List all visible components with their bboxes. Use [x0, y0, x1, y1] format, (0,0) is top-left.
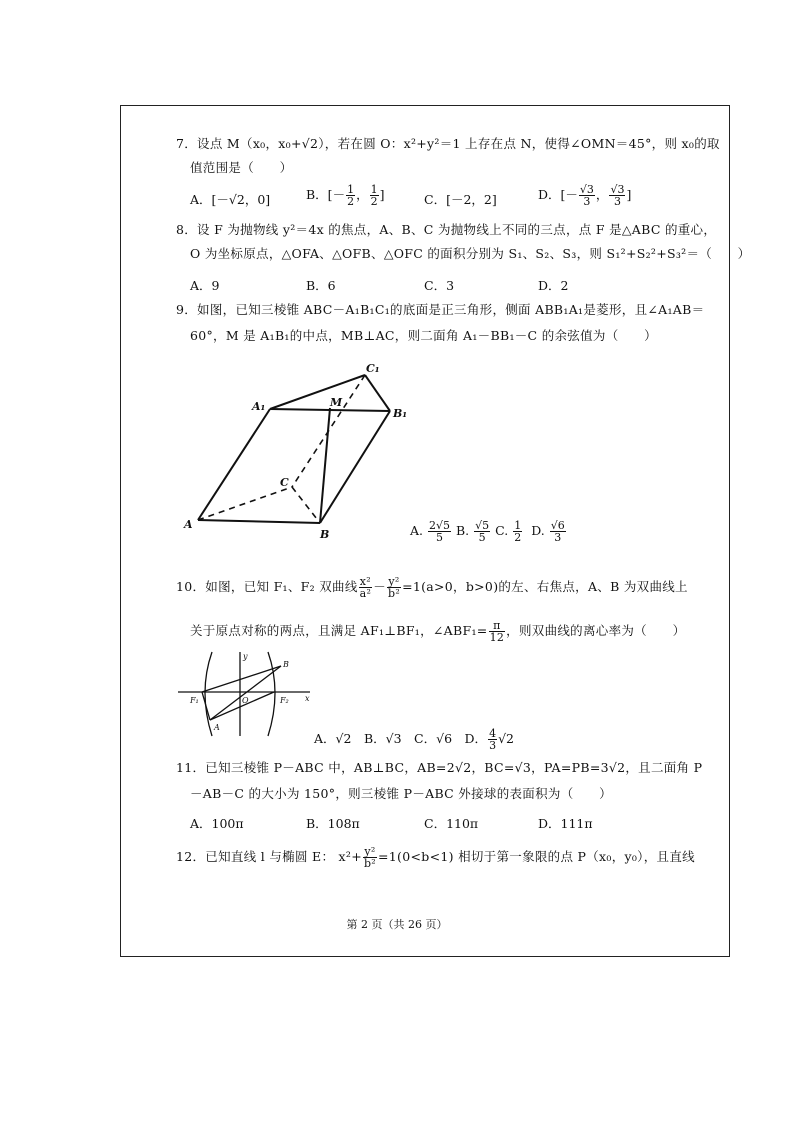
label-a1: A₁ — [252, 400, 266, 413]
q7-option-b: B．[－ $\frac{1}{2}$ ， $\frac{1}{2}$ ] — [306, 183, 385, 208]
q10-options: A．√2 B．√3 C．√6 D． $\frac{4}{3}$ √2 — [314, 727, 514, 752]
q11-line2: －AB－C 的大小为 150°，则三棱锥 P－ABC 外接球的表面积为（ ） — [190, 786, 612, 801]
q10-line2: 关于原点对称的两点，且满足 AF₁⊥BF₁，∠ABF₁= $\frac{\pi}{12}$ ，则双曲线的离心率为（ ） — [190, 619, 686, 644]
edge-c1-b1 — [365, 375, 390, 411]
page-footer: 第 2 页（共 26 页） — [346, 918, 448, 931]
edge-a-c — [198, 487, 292, 520]
edge-a-a1 — [198, 409, 270, 520]
prism-figure — [180, 360, 410, 545]
label-x: x — [305, 694, 310, 703]
label-o: O — [242, 696, 249, 705]
label-m: M — [330, 396, 343, 409]
q8-option-b: B．6 — [306, 278, 336, 293]
line-f1-b — [202, 666, 281, 692]
q7-line1: 7．设点 M（x₀，x₀+√2），若在圆 O：x²+y²＝1 上存在点 N，使得∠OMN＝45°，则 x₀的取 — [176, 136, 720, 151]
edge-c-b — [292, 487, 320, 523]
q10-line1: 10．如图，已知 F₁、F₂ 双曲线 $\frac{\text{x²}}{\text{a²}}$ － $\frac{\text{y²}}{\text{b²}}$ =1(a>0，b>0)的左、右焦点，A、B 为双曲线上 — [176, 575, 688, 600]
q12-line1: 12．已知直线 l 与椭圆 E： x²+ $\frac{\text{y²}}{\text{b²}}$ =1(0<b<1) 相切于第一象限的点 P（x₀，y₀），且直线 — [176, 845, 695, 870]
label-a: A — [184, 518, 193, 531]
q11-option-d: D．111π — [538, 816, 593, 831]
edge-m-b — [320, 408, 330, 523]
edge-a1-c1 — [270, 375, 365, 409]
q8-option-d: D．2 — [538, 278, 569, 293]
label-c1: C₁ — [366, 362, 380, 375]
q11-option-b: B．108π — [306, 816, 360, 831]
q11-line1: 11．已知三棱锥 P－ABC 中，AB⊥BC，AB=2√2，BC=√3，PA=PB=3√2，且二面角 P — [176, 760, 703, 775]
line-f1-a — [202, 692, 210, 720]
q8-line1: 8．设 F 为抛物线 y²＝4x 的焦点，A、B、C 为抛物线上不同的三点，点 F 是△ABC 的重心， — [176, 222, 717, 237]
q7-option-c: C．[－2，2] — [424, 192, 497, 207]
q9-line2: 60°，M 是 A₁B₁的中点，MB⊥AC，则二面角 A₁－BB₁－C 的余弦值为（ ） — [190, 328, 657, 343]
q7-option-a: A．[－√2，0] — [190, 192, 271, 207]
hyperbola-left-branch — [205, 652, 212, 736]
hyperbola-figure — [176, 650, 316, 740]
label-f1: F₁ — [190, 696, 199, 705]
label-b: B — [283, 660, 289, 669]
q7-line2: 值范围是（ ） — [190, 160, 293, 175]
edge-a-b — [198, 520, 320, 523]
q8-option-c: C．3 — [424, 278, 455, 293]
q8-option-a: A．9 — [190, 278, 220, 293]
q9-options: A. $\frac{2√5}{5}$ B. $\frac{√5}{5}$ C. $\frac{1}{2}$ D. $\frac{√6}{3}$ — [410, 519, 565, 544]
label-f2: F₂ — [280, 696, 289, 705]
q11-option-a: A．100π — [190, 816, 244, 831]
q9-line1: 9．如图，已知三棱锥 ABC－A₁B₁C₁的底面是正三角形，侧面 ABB₁A₁是菱形，且∠A₁AB＝ — [176, 302, 705, 317]
label-c: C — [280, 476, 289, 489]
label-b1: B₁ — [393, 407, 408, 420]
label-b: B — [320, 528, 330, 541]
label-y: y — [243, 652, 248, 661]
edge-b1-b — [320, 411, 390, 523]
label-a: A — [214, 723, 220, 732]
q7-option-d: D．[－ $\frac{√3}{3}$ ， $\frac{√3}{3}$ ] — [538, 183, 632, 208]
q11-option-c: C．110π — [424, 816, 479, 831]
q8-line2: O 为坐标原点，△OFA、△OFB、△OFC 的面积分别为 S₁、S₂、S₃，则 S₁²+S₂²+S₃²＝（ ） — [190, 246, 751, 261]
